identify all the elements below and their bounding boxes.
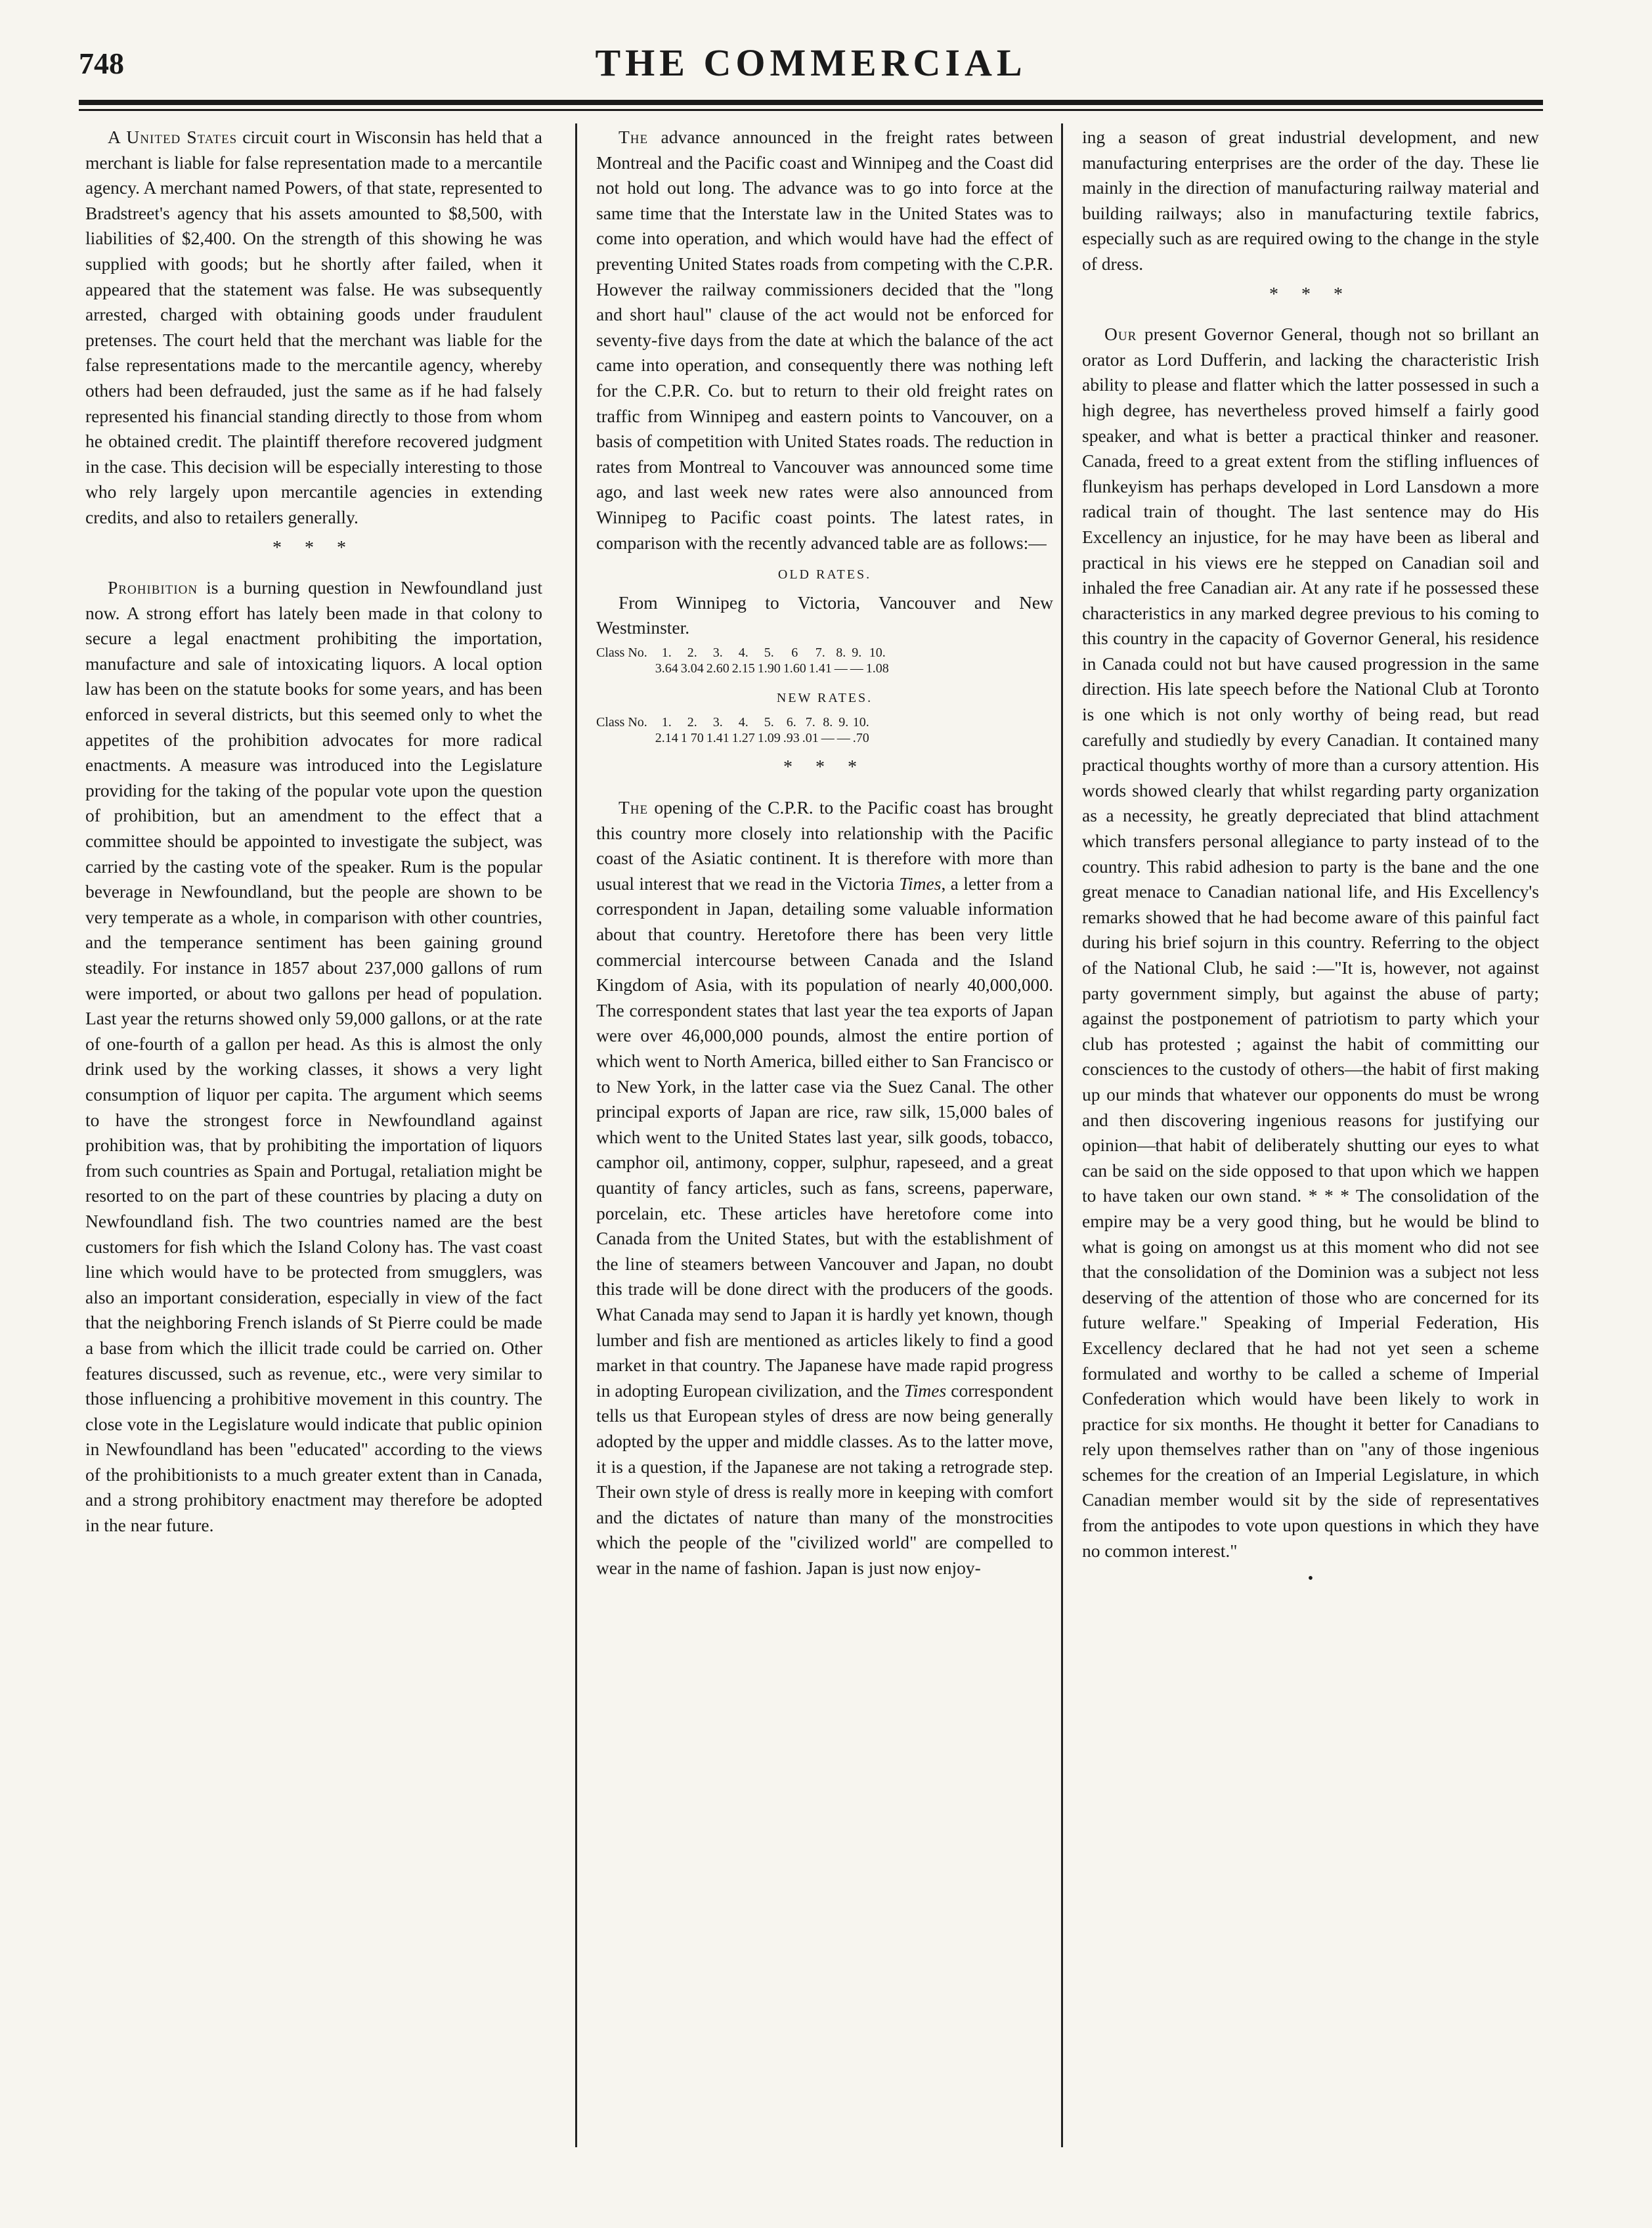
- class-number: 6: [791, 645, 798, 660]
- article-japan-continued: ing a season of great industrial development, and new manufacturing enterprises are the order of the day. These lie mainly in the direction of manufacturing railway material and building railways; also in manufacturing textile fabrics, especially such as are required owing to the change in the style of dress.: [1082, 127, 1539, 274]
- article-lead: Prohibition: [108, 577, 198, 598]
- rate-value: 2.15: [731, 661, 755, 676]
- class-number: 4.: [738, 645, 749, 660]
- rate-value: 1.90: [757, 661, 781, 676]
- class-label: Class No.: [596, 715, 647, 730]
- old-rates-heading: OLD RATES.: [777, 567, 872, 582]
- article-lead: A United States: [108, 127, 238, 147]
- class-number: 5.: [764, 645, 774, 660]
- rate-row: [596, 661, 892, 676]
- class-number: 3.: [712, 645, 723, 660]
- article-wisconsin: [85, 125, 542, 531]
- header-rule-thick: [79, 100, 1543, 105]
- article-japan: [596, 795, 1053, 1581]
- class-row: [596, 645, 892, 661]
- class-number: 10.: [852, 715, 869, 730]
- masthead-title: THE COMMERCIAL: [595, 41, 1027, 84]
- article-body: circuit court in Wisconsin has held that a merchant is liable for false representation made to a mercantile agency. A merchant named Powers, of that state, represented to Bradstreet's agency that his assets amounted to $8,500, with liabilities of $2,400. On the strength of this showing he was supplied with goods; but he shortly after failed, when it appeared that the statement was false. He was subsequently arrested, charged with obtaining goods under fraudulent pretenses. The court held that the merchant was liable for the false representations made to the mercantile agency, whereby others had been defrauded, just the same as if he had falsely represented his financial standing directly to those from whom he obtained credit. The plaintiff therefore recovered judgment in the case. This decision will be especially interesting to those who rely largely upon mercantile agencies in extending credits, and also to retailers generally.: [85, 127, 542, 527]
- class-number: 8.: [836, 645, 846, 660]
- rate-value: 3.64: [655, 661, 678, 676]
- new-rates-table: [596, 714, 872, 746]
- class-number: 2.: [687, 715, 697, 730]
- rate-value: 1.09: [757, 731, 781, 746]
- page-header: [79, 39, 1543, 118]
- column-one: [85, 125, 542, 1539]
- class-label: Class No.: [596, 645, 647, 660]
- article-lead: The: [619, 127, 649, 147]
- rate-value: —: [850, 661, 863, 676]
- class-number: 7.: [815, 645, 825, 660]
- rate-value: 1.27: [731, 731, 755, 746]
- new-rates-heading: NEW RATES.: [776, 690, 873, 705]
- article-prohibition: [85, 575, 542, 1539]
- article-body: present Governor General, though not so brillant an orator as Lord Dufferin, and lacking the characteristic Irish ability to please and flatter which the latter possessed in such a high degree, has nevertheless proved himself a fairly good speaker, and what is better a practical thinker and reasoner. Canada, freed to a great extent from the stifling influences of flunkeyism has perhaps developed in Lord Lansdown a more radical train of thought. The last sentence may do His Excellency an injustice, for he may have been as liberal and practical in his views ere he stepped on Canadian soil and inhaled the free Canadian air. At any rate if he possessed these characteristics in any marked degree previous to his coming to this country in the capacity of Governor General, his residence in Canada could not but have caused progression in the same direction. His late speech before the National Club at Toronto is one which is not only worthy of being read, but read carefully and studiedly by every Canadian. It contained many practical thoughts worthy of more than a cursory attention. His words showed clearly that whilst regarding party organization as a necessity, he greatly depreciated that blind attachment which transfers personal allegiance to party instead of to the country. This rabid adhesion to party is the bane and the one great menace to Canadian national life, and His Excellency's remarks showed that he had become aware of this painful fact during his brief sojurn in this country. Referring to the object of the National Club, he said :—"It is, however, not against party government simply, but against the abuse of party; against the postponement of patriotism to party which your club has protested ; against the habit of committing our consciences to the custody of others—the habit of first making up our minds that whatever our opponents do must be wrong and then discovering ingenious reasons for justifying our opinion—that habit of deliberately shutting our eyes to what can be said on the side opposed to that upon which we happen to have taken our own stand. * * * The consolidation of the empire may be a very good thing, but he would be blind to what is going on amongst us at this moment who did not see that the consolidation of the Dominion was a subject not less deserving of the attention of those who are concerned for its future welfare." Speaking of Imperial Federation, His Excellency declared that he had not yet seen a scheme formulated and worthy to be called a scheme of Imperial Confederation which would have been likely to work in practice for six months. He thought it better for Canadians to rely upon themselves rather than on "any of those ingenious schemes for the creation of an Imperial Legislature, in which Canadian member would sit by the side of representatives from the antipodes to vote upon questions in which they have no common interest.": [1082, 324, 1540, 1561]
- class-number: 10.: [869, 645, 886, 660]
- header-rule-thin: [79, 109, 1543, 111]
- article-body: correspondent tells us that European styles of dress are now being generally adopted by the upper and middle classes. As to the latter move, it is a question, if the Japanese are not taking a retrograde step. Their own style of dress is really more in keeping with comfort and the dictates of nature than many of the monstrocities which the people of the "civilized world" are compelled to wear in the name of fashion. Japan is just now enjoy-: [596, 1380, 1054, 1578]
- article-body: is a burning question in Newfoundland just now. A strong effort has lately been made in that colony to secure a legal enactment prohibiting the importation, manufacture and sale of intoxicating liquors. A local option law has been on the statute books for some years, and has been enforced in several districts, but this seemed only to whet the appetites of the prohibition advocates for more radical enactments. A measure was introduced into the Legislature providing for the taking of the popular vote upon the question of prohibition, but an amendment to the effect that a committee should be appointed to investigate the subject, was carried by the casting vote of the speaker. Rum is the popular beverage in Newfoundland, but the people are shown to be very temperate as a whole, in comparison with other countries, and the temperance sentiment has been gaining ground steadily. For instance in 1857 about 237,000 gallons of rum were imported, or about two gallons per head of population. Last year the returns showed only 59,000 gallons, or at the rate of one-fourth of a gallon per head. As this is almost the only drink used by the working classes, it shows a very light consumption of liquor per capita. The argument which seems to have the strongest force in Newfoundland against prohibition was, that by prohibiting the importation of liquors from such countries as Spain and Portugal, retaliation might be resorted to on the part of these countries by placing a duty on Newfoundland fish. The two countries named are the best customers for fish which the Island Colony has. The vast coast line which would have to be protected from smugglers, was also an important consideration, especially in view of the fact that the neighboring French islands of St Pierre could be made a base from which the illicit trade could be carried on. Other features discussed, such as revenue, etc., were very similar to those influencing a prohibitive movement in this country. The close vote in the Legislature would indicate that public opinion in Newfoundland has been "educated" according to the views of the prohibitionists to a much greater extent than in Canada, and a strong prohibitory enactment may therefore be adopted in the near future.: [85, 577, 543, 1536]
- page-number: 748: [79, 47, 124, 80]
- class-number: 3.: [712, 715, 723, 730]
- class-number: 5.: [764, 715, 774, 730]
- class-number: 9.: [852, 645, 862, 660]
- class-number: 1.: [661, 645, 672, 660]
- rate-value: —: [834, 661, 848, 676]
- rate-value: —: [837, 731, 850, 746]
- class-number: 4.: [738, 715, 749, 730]
- column-divider: [1061, 123, 1063, 2147]
- column-two: [596, 125, 1053, 1581]
- old-rates-table: [596, 645, 892, 676]
- column-divider: [575, 123, 577, 2147]
- section-dinkus: * * *: [783, 757, 866, 778]
- newspaper-title: Times: [899, 873, 942, 894]
- article-body: , a letter from a correspondent in Japan, detailing some valuable information about that country. Heretofore there has been very little commercial intercourse between Canada and the Island Kingdom of Asia, with its population of nearly 40,000,000. The correspondent states that last year the tea exports of Japan were over 46,000,000 pounds, almost the entire portion of which went to North America, billed either to San Francisco or to New York, in the latter case via the Suez Canal. The other principal exports of Japan are rice, raw silk, 15,000 bales of which went to the United States last year, silk goods, tobacco, camphor oil, antimony, copper, sulphur, rapeseed, and a great quantity of fancy articles, such as fans, screens, paperware, porcelain, etc. These articles have heretofore come into Canada from the United States, but with the establishment of the line of steamers between Vancouver and Japan, no doubt this trade will be done direct with the producers of the goods. What Canada may send to Japan it is hardly yet known, though lumber and fish are mentioned as articles likely to find a good market in that country. The Japanese have made rapid progress in adopting European civilization, and the: [596, 873, 1054, 1401]
- section-dinkus: * * *: [1269, 284, 1352, 305]
- class-number: 6.: [786, 715, 796, 730]
- rate-value: 1.41: [706, 731, 729, 746]
- rate-value: .93: [783, 731, 800, 746]
- rate-value: 2.14: [655, 731, 678, 746]
- article-body: opening of the C.P.R. to the Pacific coast has brought this country more closely into relationship with the Pacific coast of the Asiatic continent. It is therefore with more than usual interest that we read in the Victoria: [596, 797, 1054, 894]
- class-number: 7.: [805, 715, 815, 730]
- rate-value: 3.04: [680, 661, 704, 676]
- class-number: 8.: [823, 715, 833, 730]
- rate-value: 1 70: [680, 731, 704, 746]
- rate-value: 1.08: [865, 661, 889, 676]
- article-body: advance announced in the freight rates between Montreal and the Pacific coast and Winnipeg and the Coast did not hold out long. The advance was to go into force at the same time that the Interstate law in the United States was to come into operation, and which would have had the effect of preventing United States roads from competing with the C.P.R. However the railway commissioners decided that the "long and short haul" clause of the act would not be enforced for seventy-five days from the date at which the balance of the act came into operation, and consequently there was nothing left for the C.P.R. Co. but to return to their old freight rates on traffic from Winnipeg and eastern points to Vancouver, on a basis of competition with United States roads. The reduction in rates from Montreal to Vancouver was announced some time ago, and last week new rates were also announced from Winnipeg to Pacific coast points. The latest rates, in comparison with the recently advanced table are as follows:—: [596, 127, 1053, 553]
- rate-value: 2.60: [706, 661, 729, 676]
- rate-row: [596, 730, 872, 746]
- article-lead: Our: [1104, 324, 1137, 345]
- rate-value: —: [821, 731, 835, 746]
- column-three: [1082, 125, 1539, 1592]
- class-row: [596, 714, 872, 730]
- rate-value: .01: [802, 731, 819, 746]
- class-number: 1.: [661, 715, 672, 730]
- end-mark: •: [1307, 1570, 1314, 1588]
- rate-value: 1.60: [783, 661, 806, 676]
- class-number: 9.: [838, 715, 849, 730]
- article-governor-general: [1082, 322, 1539, 1563]
- newspaper-title: Times: [904, 1380, 947, 1401]
- rate-value: .70: [852, 731, 869, 746]
- article-freight-rates: [596, 125, 1053, 556]
- class-number: 2.: [687, 645, 697, 660]
- rates-route: From Winnipeg to Victoria, Vancouver and New Westminster.: [596, 592, 1053, 638]
- section-dinkus: * * *: [272, 537, 355, 558]
- rate-value: 1.41: [808, 661, 832, 676]
- article-lead: The: [619, 797, 649, 818]
